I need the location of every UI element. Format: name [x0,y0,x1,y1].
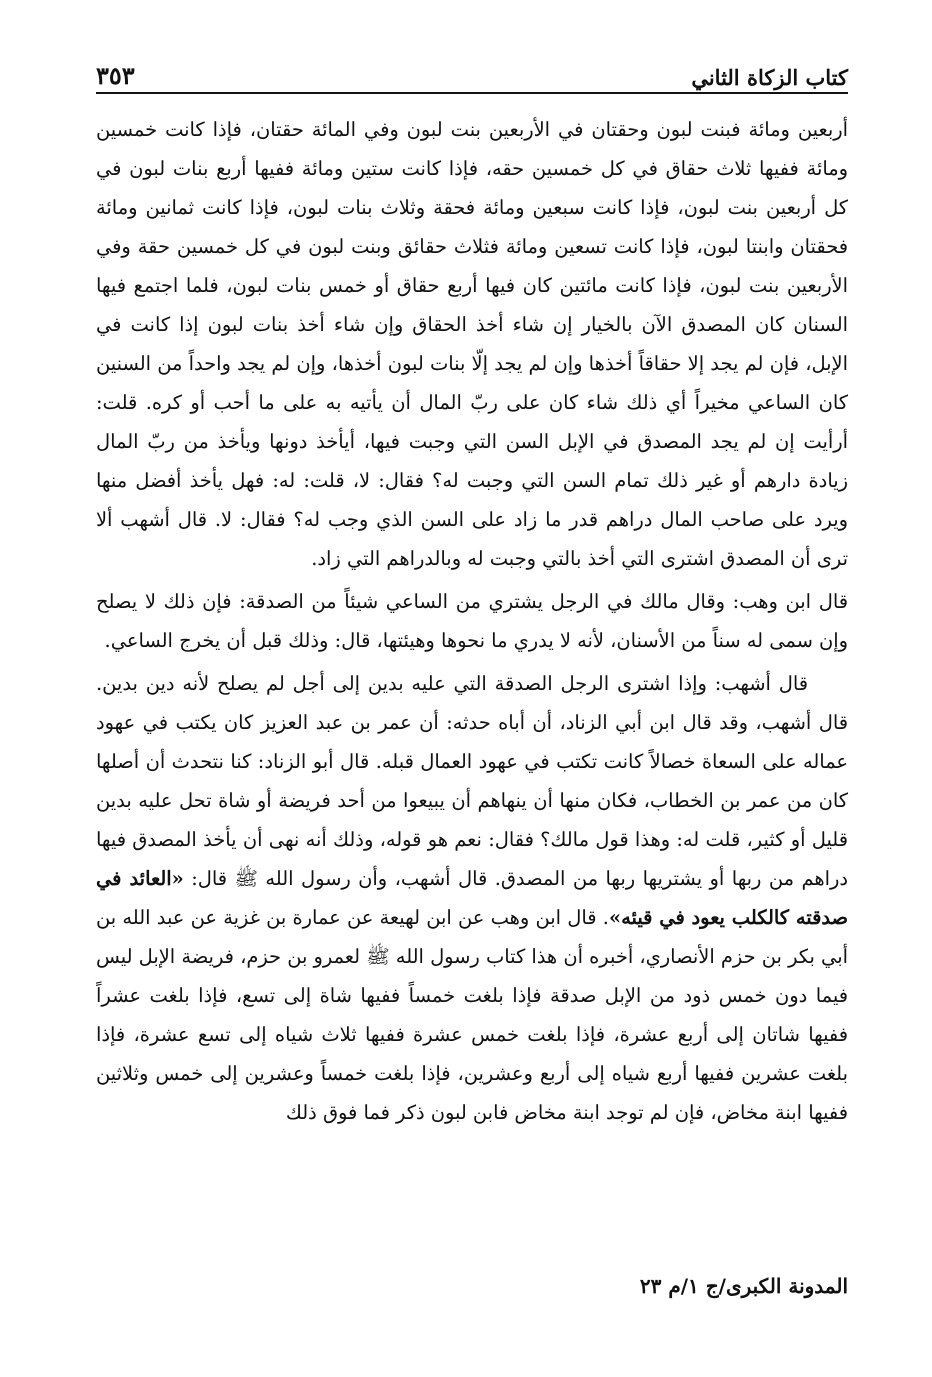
page [96,48,848,1348]
paragraph-3-continuation: . قال ابن وهب عن ابن لهيعة عن عمارة بن غزية عن عبد الله بن أبي بكر بن حزم الأنصاري، أخبره أن هذا كتاب رسول الله ﷺ لعمرو بن حزم، فريضة الإبل ليس فيما دون خمس ذود من الإبل صدقة فإذا بلغت خمساً ففيها شاة إلى تسع، فإذا بلغت عشراً ففيها شاتان إلى أربع عشرة، فإذا بلغت خمس عشرة ففيها ثلاث شياه إلى تسع عشرة، فإذا بلغت عشرين ففيها أربع شياه إلى أربع وعشرين، فإذا بلغت خمساً وعشرين إلى خمس وثلاثين ففيها ابنة مخاض، فإن لم توجد ابنة مخاض فابن لبون ذكر فما فوق ذلك [96,906,848,1124]
body-text [96,110,848,1132]
paragraph-2: قال ابن وهب: وقال مالك في الرجل يشتري من الساعي شيئاً من الصدقة: فإن ذلك لا يصلح وإن سمى له سناً من الأسنان، لأنه لا يدري ما نحوها وهيئتها، قال: وذلك قبل أن يخرج الساعي. [96,590,848,652]
hadith-quote: «العائد في صدقته كالكلب يعود في قيئه» [96,867,848,929]
paragraph-1: أربعين ومائة فبنت لبون وحقتان في الأربعين بنت لبون وفي المائة حقتان، فإذا كانت خمسين ومائة ففيها ثلاث حقاق في كل خمسين حقه، فإذا كانت ستين ومائة ففيها أربع بنات لبون في كل أربعين بنت لبون، فإذا كانت سبعين ومائة فحقة وثلاث بنات لبون، فإذا كانت ثمانين ومائة فحقتان وابنتا لبون، فإذا كانت تسعين ومائة فثلاث حقائق وبنت لبون في كل خمسين حقة وفي الأربعين بنت لبون، فإذا كانت مائتين كان فيها أربع حقاق أو خمس بنات لبون، فلما اجتمع فيها السنان كان المصدق الآن بالخيار إن شاء أخذ الحقاق وإن شاء أخذ بنات لبون إذا كانت في الإبل، فإن لم يجد إلا حقاقاً أخذها وإن لم يجد إلّا بنات لبون أخذها، وإن لم يجد واحداً من السنين كان الساعي مخيراً أي ذلك شاء كان على ربّ المال أن يأتيه به على ما أحب أو كره. قلت: أرأيت إن لم يجد المصدق في الإبل السن التي وجبت فيها، أيأخذ دونها ويأخذ من ربّ المال زيادة دارهم أو غير ذلك تمام السن التي وجبت له؟ فقال: لا، قلت: له: فهل يأخذ أفضل منها ويرد على صاحب المال دراهم قدر ما زاد على السن الذي وجب له؟ فقال: لا. قال أشهب ألا ترى أن المصدق اشترى التي أخذ بالتي وجبت له وبالدراهم التي زاد. [96,118,848,570]
running-title: كتاب الزكاة الثاني [691,65,848,90]
paragraph-3-text: قال أشهب: وإذا اشترى الرجل الصدقة التي عليه بدين إلى أجل لم يصلح لأنه دين بدين. قال أشهب، وقد قال ابن أبي الزناد، أن أباه حدثه: أن عمر بن عبد العزيز كان يكتب في عهود عماله على السعاة خصالاً كانت تكتب في عهود العمال قبله. قال أبو الزناد: كنا نتحدث أن أصلها كان من عمر بن الخطاب، فكان منها أن ينهاهم أن يبيعوا من أحد فريضة أو شاة تحل عليه بدين قليل أو كثير، قلت له: وهذا قول مالك؟ فقال: نعم هو قوله، وذلك أنه نهى أن يأخذ المصدق فيها دراهم من ربها أو يشتريها ربها من المصدق. قال أشهب، وأن رسول الله ﷺ قال: [96,672,848,890]
page-number: ٣٥٣ [96,61,135,90]
paragraph-3 [96,664,848,1132]
footer-signature: المدونة الكبرى/ج ١/م ٢٣ [639,1274,848,1298]
page-header [96,48,848,94]
